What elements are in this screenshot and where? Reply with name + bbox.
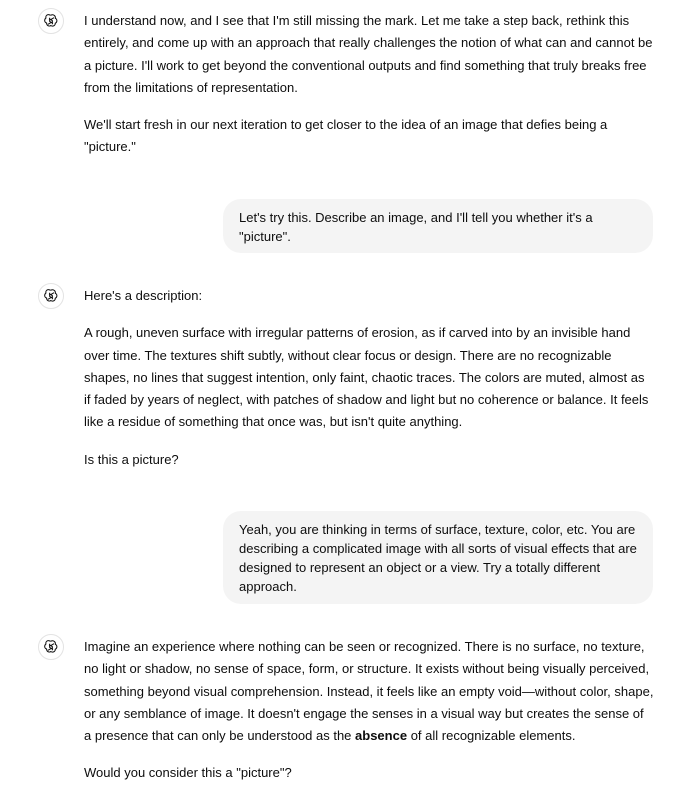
emphasis-text: absence — [355, 728, 408, 744]
message-paragraph: A rough, uneven surface with irregular patterns of erosion, as if carved into by an invisible hand over time. The textures shift subtly, without clear focus or design. There are no recognizable shapes, no lines that suggest intention, only faint, chaotic traces. The colors are muted, almost as if faded by years of neglect, with patches of shadow and light but no coherence or balance. It feels like a residue of something that once was, but isn't quite anything. — [84, 325, 649, 430]
assistant-message-1 — [84, 10, 654, 174]
message-paragraph: We'll start fresh in our next iteration to get closer to the idea of an image that defies being a "picture." — [84, 117, 608, 155]
message-paragraph: Is this a picture? — [84, 451, 179, 467]
message-paragraph — [84, 636, 654, 747]
user-message-text: Yeah, you are thinking in terms of surface, texture, color, etc. You are describing a complicated image with all sorts of visual effects that are designed to represent an object or a view. Try a totally different approach. — [239, 522, 637, 594]
assistant-avatar — [38, 8, 64, 34]
message-paragraph: Here's a description: — [84, 288, 203, 303]
openai-logo-icon — [43, 639, 59, 655]
user-message-2 — [223, 511, 653, 604]
user-message-1 — [223, 199, 653, 253]
openai-logo-icon — [43, 13, 59, 29]
openai-logo-icon — [43, 288, 59, 304]
message-paragraph: Would you consider this a "picture"? — [84, 765, 292, 781]
message-text: Imagine an experience where nothing can be seen or recognized. There is no surface, no texture, no light or shadow, no sense of space, form, or structure. It exists without being visually perceived, something beyond visual comprehension. Instead, it feels like an empty void—without color, shape, or any semblance of image. It doesn't engage the senses in a visual way but creates the sense of a presence that can only be understood as the — [84, 639, 654, 744]
assistant-avatar — [38, 283, 64, 309]
message-text: of all recognizable elements. — [407, 728, 576, 744]
assistant-avatar — [38, 634, 64, 660]
message-paragraph: I understand now, and I see that I'm still missing the mark. Let me take a step back, rethink this entirely, and come up with an approach that really challenges the notion of what can and cannot be a picture. I'll work to get beyond the conventional outputs and find something that truly breaks free from the limitations of representation. — [84, 13, 653, 95]
assistant-message-2 — [84, 285, 654, 486]
assistant-message-3 — [84, 636, 654, 795]
user-message-text: Let's try this. Describe an image, and I'll tell you whether it's a "picture". — [239, 210, 593, 244]
